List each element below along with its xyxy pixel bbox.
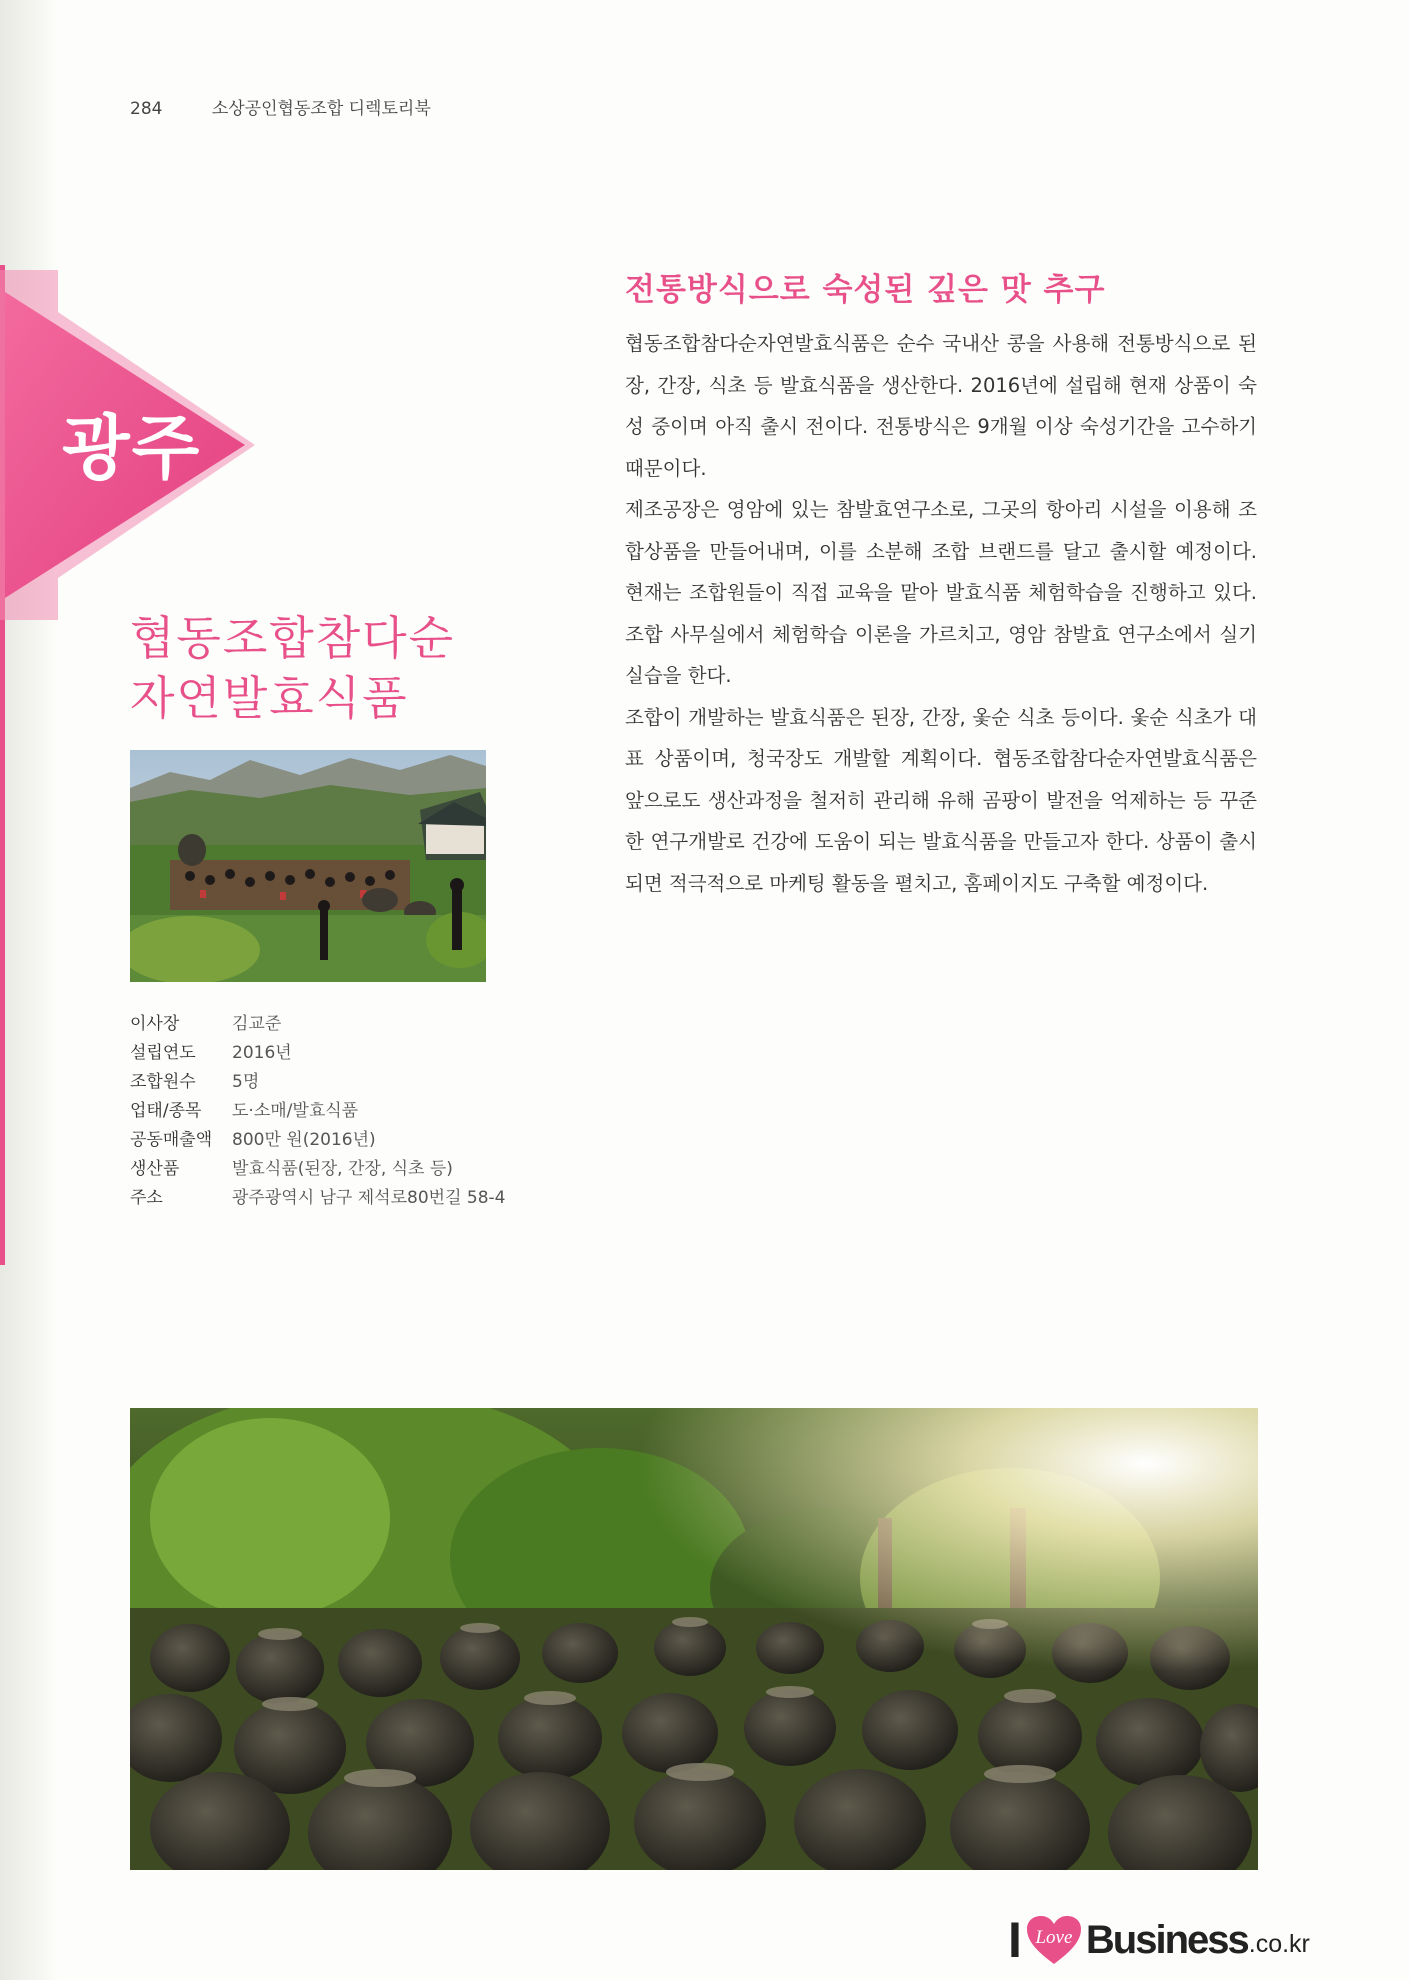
- article-paragraph: 협동조합참다순자연발효식품은 순수 국내산 콩을 사용해 전통방식으로 된장, 간장, 식초 등 발효식품을 생산한다. 2016년에 설립해 현재 상품이 숙성 중이며 아직 출시 전이다. 전통방식은 9개월 이상 숙성기간을 고수하기 때문이다.: [625, 332, 1257, 480]
- info-label: 조합원수: [130, 1072, 196, 1092]
- info-row-revenue: [130, 1126, 506, 1155]
- cooperative-name-line2: 자연발효식품: [130, 671, 409, 725]
- heart-icon: [1025, 1914, 1083, 1966]
- info-label: 업태/종목: [130, 1101, 202, 1121]
- info-value: 2016년: [232, 1043, 292, 1063]
- fermentation-jars-photo: [130, 1408, 1258, 1870]
- cooperative-name-line1: 협동조합참다순: [130, 611, 456, 665]
- book-title: 소상공인협동조합 디렉토리북: [211, 99, 431, 119]
- article-headline: 전통방식으로 숙성된 깊은 맛 추구: [625, 272, 1106, 308]
- event-photo: [130, 750, 486, 982]
- logo-i: I: [1008, 1912, 1022, 1968]
- region-label: 광주: [62, 407, 202, 489]
- cooperative-name: [130, 608, 490, 728]
- article-body: [625, 323, 1257, 904]
- page-number: 284: [130, 99, 163, 119]
- info-row-founded: [130, 1039, 506, 1068]
- i-love-business-logo: [1008, 1912, 1310, 1968]
- info-row-chairman: [130, 1010, 506, 1039]
- info-label: 공동매출액: [130, 1130, 213, 1150]
- logo-business: Business: [1085, 1917, 1248, 1962]
- info-label: 설립연도: [130, 1043, 196, 1063]
- info-row-address: [130, 1184, 506, 1213]
- info-value: 800만 원(2016년): [232, 1130, 376, 1150]
- article-paragraph: 조합이 개발하는 발효식품은 된장, 간장, 옻순 식초 등이다. 옻순 식초가 대표 상품이며, 청국장도 개발할 계획이다. 협동조합참다순자연발효식품은 앞으로도 생산과정을 철저히 관리해 유해 곰팡이 발전을 억제하는 등 꾸준한 연구개발로 건강에 도움이 되는 발효식품을 만들고자 한다. 상품이 출시되면 적극적으로 마케팅 활동을 펼치고, 홈페이지도 구축할 예정이다.: [625, 705, 1257, 895]
- cooperative-info-list: [130, 1010, 506, 1213]
- info-label: 생산품: [130, 1159, 180, 1179]
- running-head: [130, 94, 431, 119]
- logo-love-text: Love: [1035, 1927, 1073, 1948]
- article-paragraph: 제조공장은 영암에 있는 참발효연구소로, 그곳의 항아리 시설을 이용해 조합상품을 만들어내며, 이를 소분해 조합 브랜드를 달고 출시할 예정이다. 현재는 조합원들이 직접 교육을 맡아 발효식품 체험학습을 진행하고 있다. 조합 사무실에서 체험학습 이론을 가르치고, 영암 참발효 연구소에서 실기실습을 한다.: [625, 498, 1257, 687]
- info-value: 5명: [232, 1072, 260, 1092]
- info-value: 발효식품(된장, 간장, 식초 등): [232, 1159, 453, 1179]
- info-value: 광주광역시 남구 제석로80번길 58-4: [232, 1188, 506, 1208]
- info-row-business-type: [130, 1097, 506, 1126]
- info-label: 주소: [130, 1188, 163, 1208]
- info-value: 도·소매/발효식품: [232, 1101, 359, 1121]
- logo-domain: .co.kr: [1248, 1929, 1310, 1958]
- info-value: 김교준: [232, 1014, 282, 1034]
- info-row-products: [130, 1155, 506, 1184]
- info-row-members: [130, 1068, 506, 1097]
- info-label: 이사장: [130, 1014, 180, 1034]
